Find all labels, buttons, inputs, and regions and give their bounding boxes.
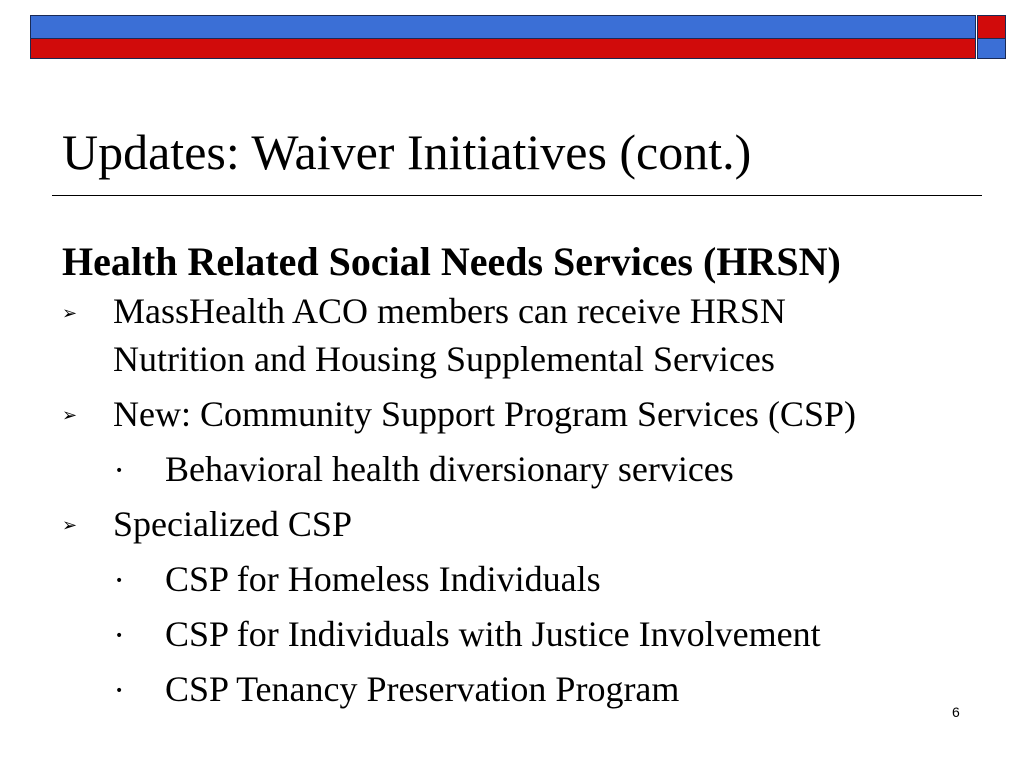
- page-number: 6: [952, 704, 960, 720]
- list-item: Nutrition and Housing Supplemental Services: [113, 339, 775, 379]
- dot-bullet-icon: •: [115, 573, 124, 589]
- list-item: Behavioral health diversionary services: [165, 449, 734, 489]
- title-divider: [52, 195, 982, 196]
- list-item: CSP Tenancy Preservation Program: [165, 669, 680, 709]
- dot-bullet-icon: •: [115, 683, 124, 699]
- dot-bullet-icon: •: [115, 463, 124, 479]
- chevron-bullet-icon: ➢: [62, 405, 78, 426]
- list-item: CSP for Homeless Individuals: [165, 559, 601, 599]
- header-decoration-bars: [30, 15, 1006, 59]
- list-item: MassHealth ACO members can receive HRSN: [113, 291, 786, 331]
- list-item: New: Community Support Program Services (CSP): [113, 394, 856, 434]
- header-red-bar: [30, 39, 976, 59]
- header-blue-bar: [30, 15, 976, 39]
- header-blue-square: [977, 39, 1006, 59]
- arrow-bullet-icon: ➢: [62, 303, 78, 324]
- list-item: Specialized CSP: [113, 504, 352, 544]
- chevron-bullet-icon: ➢: [62, 515, 78, 536]
- dot-bullet-icon: •: [115, 628, 124, 644]
- header-red-square: [977, 15, 1006, 39]
- list-item: CSP for Individuals with Justice Involvement: [165, 614, 821, 654]
- slide-title: Updates: Waiver Initiatives (cont.): [62, 124, 752, 180]
- section-heading: Health Related Social Needs Services (HRSN): [62, 239, 841, 284]
